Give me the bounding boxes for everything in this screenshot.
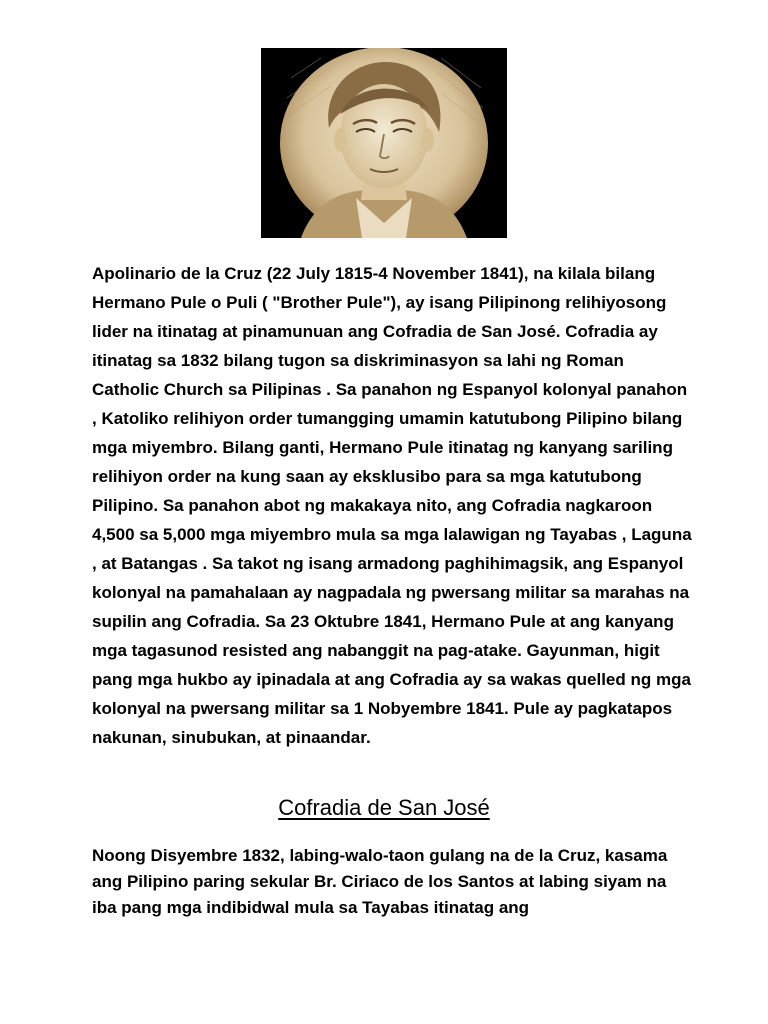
section-heading xyxy=(0,793,768,823)
portrait-image xyxy=(261,48,507,238)
intro-paragraph: Apolinario de la Cruz (22 July 1815-4 November 1841), na kilala bilang Hermano Pule o Puli ( "Brother Pule"), ay isang Pilipinong relihiyosong lider na itinatag at pinamunuan ang Cofradia de San José. Cofradia ay itinatag sa 1832 bilang tugon sa diskriminasyon sa lahi ng Roman Catholic Church sa Pilipinas . Sa panahon ng Espanyol kolonyal panahon , Katoliko relihiyon order tumangging umamin katutubong Pilipino bilang mga miyembro. Bilang ganti, Hermano Pule itinatag ng kanyang sariling relihiyon order na kung saan ay eksklusibo para sa mga katutubong Pilipino. Sa panahon abot ng makakaya nito, ang Cofradia nagkaroon 4,500 sa 5,000 mga miyembro mula sa mga lalawigan ng Tayabas , Laguna , at Batangas . Sa takot ng isang armadong paghihimagsik, ang Espanyol kolonyal na pamahalaan ay nagpadala ng pwersang militar sa marahas na supilin ang Cofradia. Sa 23 Oktubre 1841, Hermano Pule at ang kanyang mga tagasunod resisted ang nabanggit na pag-atake. Gayunman, higit pang mga hukbo ay ipinadala at ang Cofradia ay sa wakas quelled ng mga kolonyal na pwersang militar sa 1 Nobyembre 1841. Pule ay pagkatapos nakunan, sinubukan, at pinaandar. xyxy=(92,264,692,747)
section-heading-text: Cofradia de San José xyxy=(278,795,490,820)
portrait-engraving-icon xyxy=(261,48,507,238)
history-paragraph: Noong Disyembre 1832, labing-walo-taon gulang na de la Cruz, kasama ang Pilipino paring sekular Br. Ciriaco de los Santos at labing siyam na iba pang mga indibidwal mula sa Tayabas itinatag ang xyxy=(92,846,668,917)
